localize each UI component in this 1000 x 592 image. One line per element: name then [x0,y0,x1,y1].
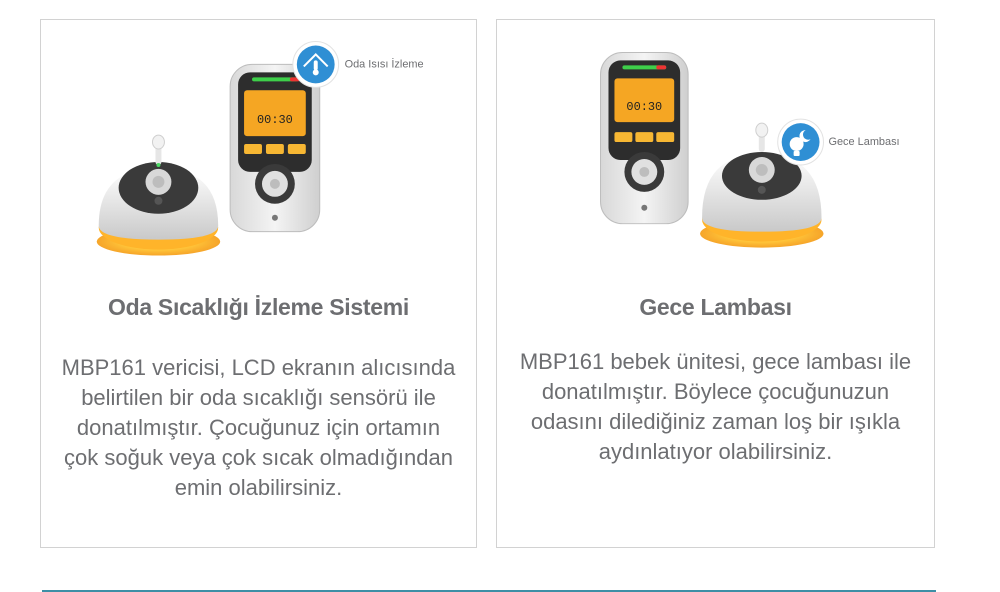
feature-title: Gece Lambası [639,294,792,320]
feature-title: Oda Sıcaklığı İzleme Sistemi [108,294,409,320]
lcd-time: 00:30 [257,113,293,128]
feature-description: MBP161 bebek ünitesi, gece lambası ile donatılmıştır. Böylece çocuğunuzun odasını dilediğiniz zaman loş bir ışıkla aydınlatıyor olabilirsiniz. [519,349,912,464]
product-image-night-light [497,20,934,290]
badge-label-temperature: Oda Isısı İzleme [344,58,424,71]
feature-description: MBP161 vericisi, LCD ekranın alıcısında belirtilen bir oda sıcaklığı sensörü ile donatılmıştır. Çocuğunuz için ortamın çok soğuk veya çok sıcak olmadığından emin olabilirsiniz. [61,355,456,500]
lcd-time: 00:30 [626,100,663,115]
feature-card-room-temperature [40,19,477,548]
product-image-temperature [41,20,476,290]
badge-label-night-light: Gece Lambası [828,136,900,149]
feature-card-night-light [496,19,935,548]
